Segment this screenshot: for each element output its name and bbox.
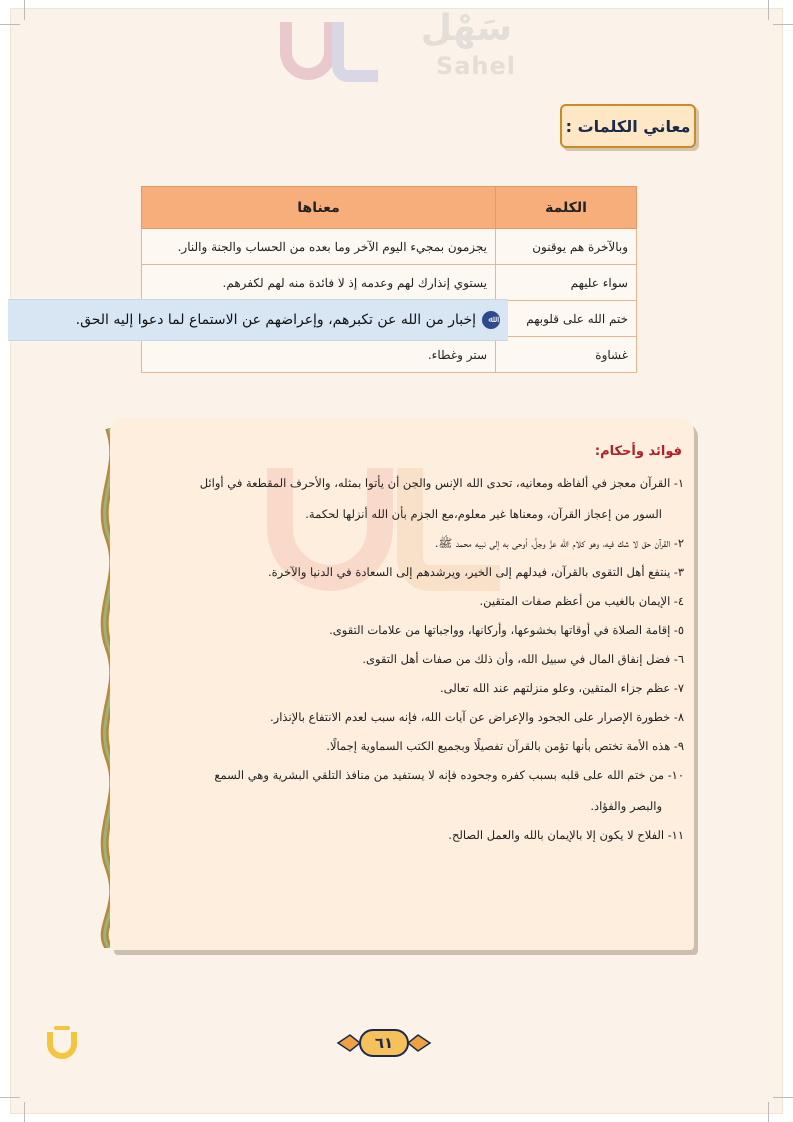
sahel-logo-icon bbox=[278, 14, 388, 84]
list-item: ٤- الإيمان بالغيب من أعظم صفات المتقين. bbox=[479, 594, 684, 608]
watermark-arabic: سَهْل bbox=[420, 8, 512, 49]
crop-mark bbox=[0, 24, 20, 44]
word-cell: ختم الله على قلوبهم bbox=[496, 301, 637, 337]
list-item: ٩- هذه الأمة تختص بأنها تؤمن بالقرآن تفصيلًا وبجميع الكتب السماوية إجمالًا. bbox=[326, 739, 684, 753]
benefits-box bbox=[110, 418, 694, 950]
highlighted-meaning[interactable] bbox=[8, 299, 508, 341]
section-title: معاني الكلمات : bbox=[560, 104, 696, 148]
list-item: ٧- عظم جزاء المتقين، وعلو منزلتهم عند الله تعالى. bbox=[440, 681, 684, 695]
benefits-title: فوائد وأحكام: bbox=[594, 444, 682, 459]
page-number bbox=[336, 1026, 432, 1060]
meaning-cell: ستر وغطاء. bbox=[142, 337, 496, 373]
crop-mark bbox=[773, 1078, 793, 1098]
list-item: ٨- خطورة الإصرار على الجحود والإعراض عن آيات الله، فإنه سبب لعدم الانتفاع بالإنذار. bbox=[270, 710, 684, 724]
sahel-watermark bbox=[278, 8, 518, 84]
page-number-text: ٦١ bbox=[374, 1034, 394, 1052]
watermark-latin: Sahel bbox=[435, 52, 516, 80]
list-item: ١٠- من ختم الله على قلبه بسبب كفره وجحوده فإنه لا يستفيد من منافذ التلقي البشرية وهي السمع والبصر والفؤاد. bbox=[214, 768, 684, 813]
crop-mark bbox=[749, 0, 769, 20]
word-cell: وبالآخرة هم يوقنون bbox=[496, 229, 637, 265]
list-item: ٦- فضل إنفاق المال في سبيل الله، وأن ذلك من صفات أهل التقوى. bbox=[362, 652, 684, 666]
crop-mark bbox=[773, 24, 793, 44]
crop-mark bbox=[749, 1102, 769, 1122]
list-item: ٥- إقامة الصلاة في أوقاتها بخشوعها، وأركانها، وواجباتها من علامات التقوى. bbox=[329, 623, 684, 637]
allah-glyph-icon: ﷲ bbox=[482, 311, 500, 329]
table-row bbox=[142, 265, 637, 301]
word-cell: سواء عليهم bbox=[496, 265, 637, 301]
list-item: ١١- الفلاح لا يكون إلا بالإيمان بالله والعمل الصالح. bbox=[448, 828, 684, 842]
meaning-cell: يستوي إنذارك لهم وعدمه إذ لا فائدة منه لهم لكفرهم. bbox=[142, 265, 496, 301]
crop-mark bbox=[0, 1078, 20, 1098]
header-meaning: معناها bbox=[142, 187, 496, 229]
header-word: الكلمة bbox=[496, 187, 637, 229]
corner-logo-icon bbox=[44, 1022, 80, 1062]
meanings-table bbox=[141, 186, 637, 373]
highlighted-text: إخبار من الله عن تكبرهم، وإعراضهم عن الاستماع لما دعوا إليه الحق. bbox=[75, 312, 476, 328]
benefits-list bbox=[136, 474, 684, 855]
list-item: ٣- ينتفع أهل التقوى بالقرآن، فيدلهم إلى الخير، ويرشدهم إلى السعادة في الدنيا والآخرة. bbox=[267, 565, 684, 579]
meaning-cell: يجزمون بمجيء اليوم الآخر وما بعده من الحساب والجنة والنار. bbox=[142, 229, 496, 265]
word-cell: غشاوة bbox=[496, 337, 637, 373]
table-row bbox=[142, 229, 637, 265]
table-row bbox=[142, 337, 637, 373]
crop-mark bbox=[24, 0, 44, 20]
list-item: ٢- القرآن حق لا شك فيه، وهو كلام الله عزَّ وجلَّ، أوحى به إلى نبيه محمد ﷺ. bbox=[434, 536, 684, 550]
list-item: ١- القرآن معجز في ألفاظه ومعانيه، تحدى الله الإنس والجن أن يأتوا بمثله، والأحرف المقطعة في أوائل السور من إعجاز القرآن، ومعناها غير معلوم،مع الجزم بأن الله أنزلها لحكمة. bbox=[199, 476, 684, 521]
table-header-row bbox=[142, 187, 637, 229]
crop-mark bbox=[24, 1102, 44, 1122]
